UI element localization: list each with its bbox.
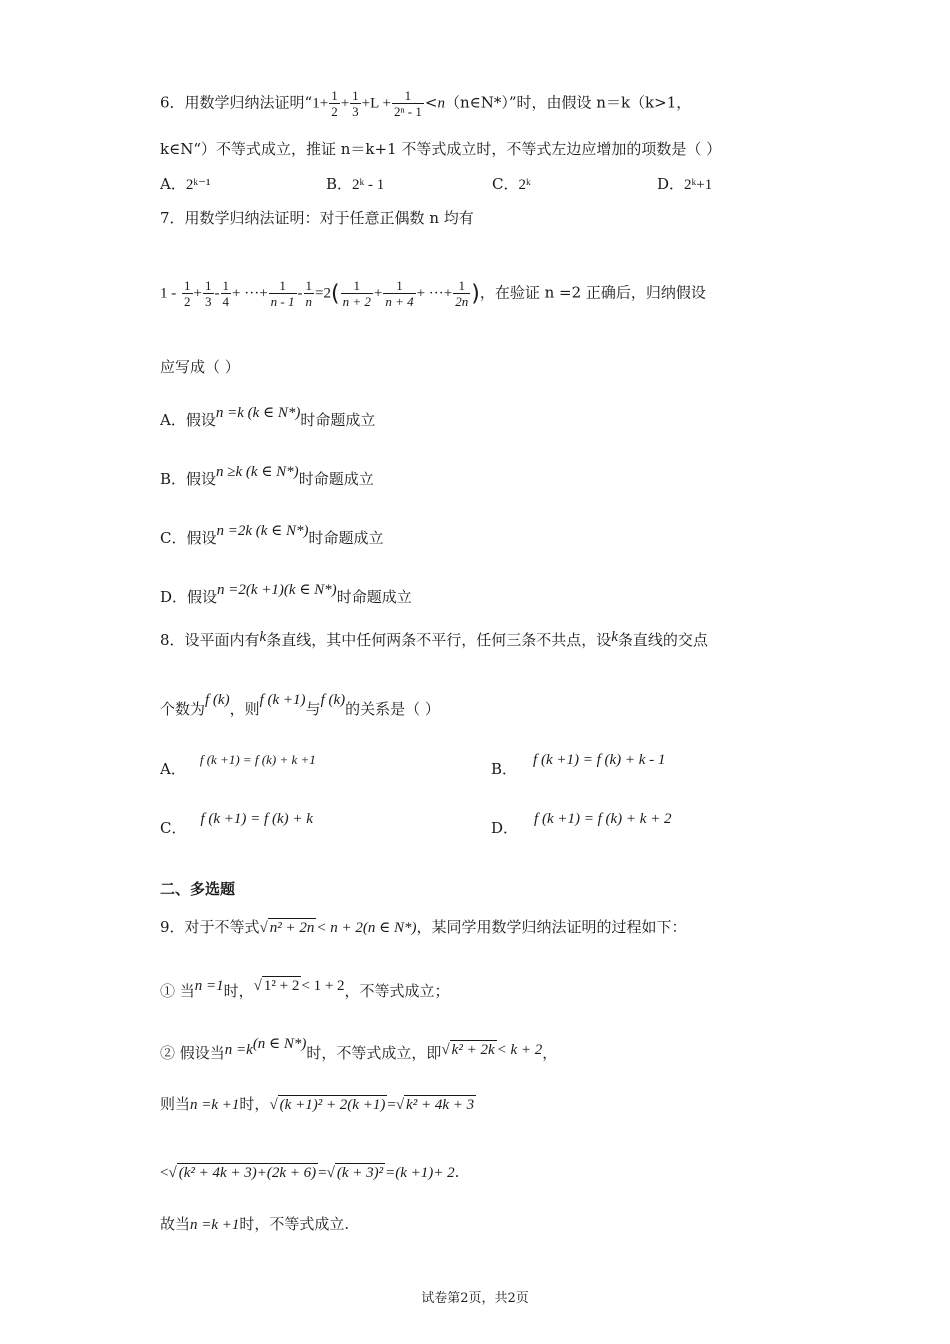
q6-lt: < (424, 93, 438, 112)
q8-option-b: B． f (k +1) = f (k) + k - 1 (491, 752, 666, 778)
q6-option-d: D．2ᵏ+1 (657, 175, 713, 193)
q7-option-c: C．假设n =2k (k ∈ N*)时命题成立 (160, 523, 384, 547)
q8-option-d: D． f (k +1) = f (k) + k + 2 (491, 811, 672, 837)
q6-frac-last: $\frac{1}{\text{2ⁿ - 1}}$ (393, 88, 422, 119)
section-heading: 二、多选题 (160, 880, 236, 898)
q6-domain: （n∈N*） (444, 93, 509, 112)
q8-option-a: A．f (k +1) = f (k) + k +1 (160, 752, 316, 778)
q6-ellipsis: +L + (361, 95, 391, 112)
q8-line2: 个数为f (k)，则f (k +1)与f (k)的关系是（ ） (160, 692, 440, 718)
q9-step3: 则当n =k +1时，√ (k +1)² + 2(k +1) =√ k² + 4k + 3 (160, 1095, 475, 1113)
q6-intro: 6．用数学归纳法证明“ (160, 93, 313, 112)
q9-step1: ① 当n =1时，√ 1² + 2 < 1 + 2，不等式成立； (160, 978, 450, 1000)
q7-option-b: B．假设n ≥k (k ∈ N*)时命题成立 (160, 464, 374, 488)
q6-option-c: C．2ᵏ (492, 175, 531, 193)
q6-one-plus: 1+ (312, 95, 329, 112)
q7-line3: 应写成（ ） (160, 358, 240, 376)
q6-plus: + (340, 95, 350, 112)
q7-option-a: A．假设n =k (k ∈ N*)时命题成立 (160, 405, 376, 429)
q6-line1 (160, 88, 691, 119)
q8-option-c: C． f (k +1) = f (k) + k (160, 811, 313, 837)
q6-option-b: B．2ᵏ - 1 (326, 175, 385, 193)
q6-frac-half: $\frac{1}{2}$ (331, 88, 338, 119)
q8-line1: 8．设平面内有k条直线，其中任何两条不平行，任何三条不共点，设k条直线的交点 (160, 629, 708, 649)
q7-formula: 1 - $\frac{1}{2}$ + $\frac{1}{3}$ - $\frac{1}{4}$ + ···+ $\frac{1}{n - 1}$ - $\frac{1}{n}$ =2( $\frac{1}{n + 2}$ + $\frac{1}{n + 4}$ + ···+ $\frac{1}{2n}$ )，在验证 n =2 正确后，归纳假设 (160, 278, 706, 309)
q6-option-a: A．2ᵏ⁻¹ (160, 175, 211, 193)
q6-n: n (437, 95, 445, 112)
q7-option-d: D．假设n =2(k +1)(k ∈ N*)时命题成立 (160, 582, 412, 606)
q6-frac-third: $\frac{1}{3}$ (352, 88, 359, 119)
q9-step5: 故当n =k +1时，不等式成立. (160, 1215, 350, 1233)
q9-step2: ② 假设当n =k(n ∈ N*)时，不等式成立，即√ k² + 2k < k + 2， (160, 1036, 558, 1062)
q6-line2: k∈N“）不等式成立，推证 n＝k+1 不等式成立时，不等式左边应增加的项数是（ ） (160, 140, 722, 158)
q9-intro: 9．对于不等式√ n² + 2n < n + 2(n ∈ N*)，某同学用数学归纳法证明的过程如下： (160, 918, 687, 936)
q7-intro: 7．用数学归纳法证明：对于任意正偶数 n 均有 (160, 209, 474, 227)
q9-step4: <√ (k² + 4k + 3)+(2k + 6) =√ (k + 3)² =(k +1)+ 2. (160, 1163, 460, 1181)
q6-rest: ”时，由假设 n＝k（k>1， (508, 93, 692, 112)
page-footer: 试卷第2页，共2页 (421, 1291, 529, 1306)
